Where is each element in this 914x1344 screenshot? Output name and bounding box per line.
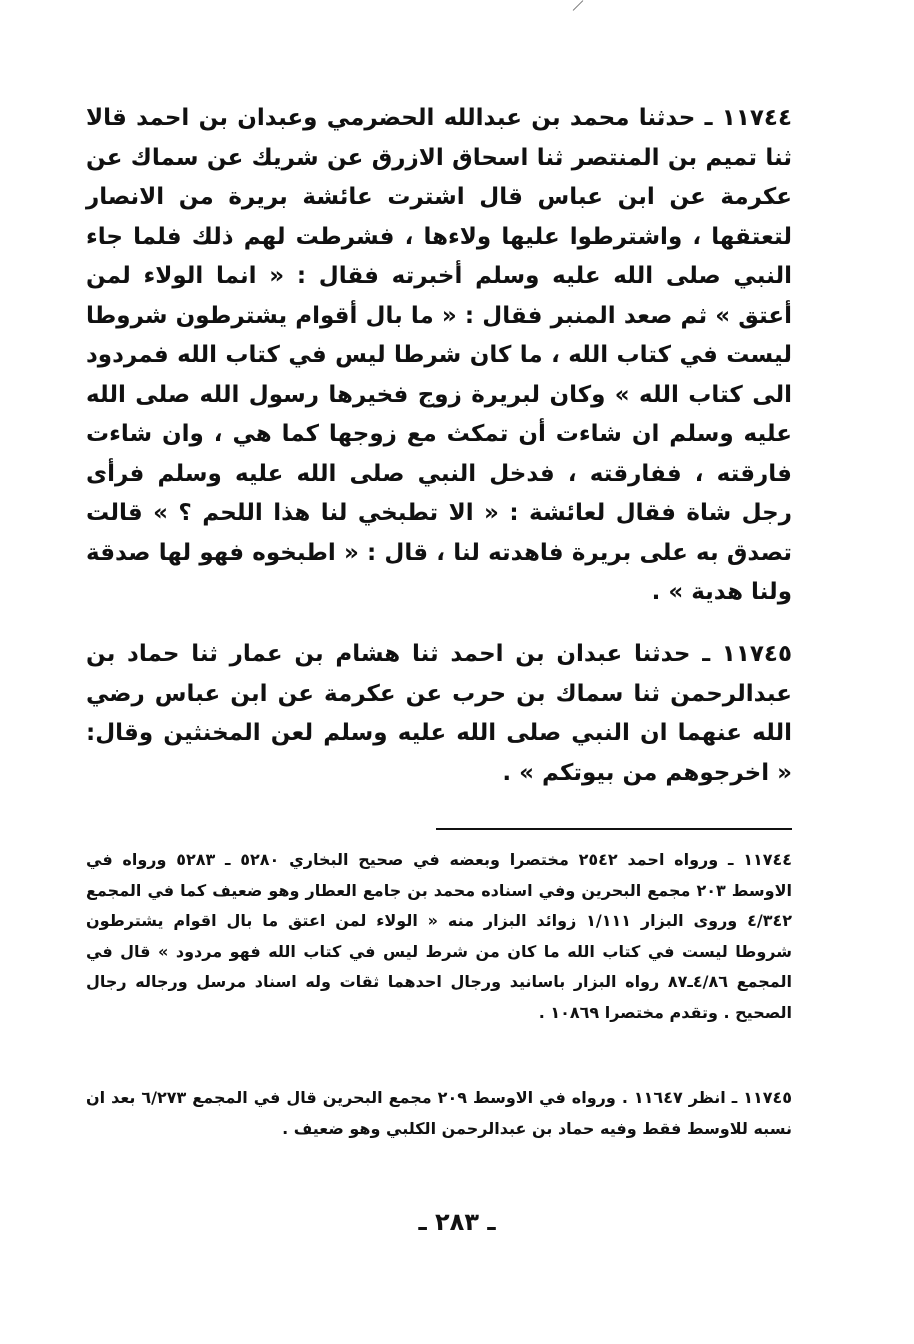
- footnote-text: ١١٧٤٥ ـ انظر ١١٦٤٧ . ورواه في الاوسط ٢٠٩ مجمع البحرين قال في المجمع ٦/٢٧٣ بعد ان نسبه للاوسط فقط وفيه حماد بن عبدالرحمن الكلبي وهو ضعيف .: [86, 1088, 793, 1138]
- hadith-text: ١١٧٤٤ ـ حدثنا محمد بن عبدالله الحضرمي وعبدان بن احمد قالا ثنا تميم بن المنتصر ثنا اسحاق الازرق عن شريك عن سماك عن عكرمة عن ابن عباس قال اشترت عائشة بريرة من الانصار لتعتقها ، واشترطوا عليها ولاءها ، فشرطت لهم ذلك فلما جاء النبي صلى الله عليه وسلم أخبرته فقال : « انما الولاء لمن أعتق » ثم صعد المنبر فقال : « ما بال أقوام يشترطون شروطا ليست في كتاب الله ، ما كان شرطا ليس في كتاب الله فمردود الى كتاب الله » وكان لبريرة زوج فخيرها رسول الله صلى الله عليه وسلم ان شاءت أن تمكث مع زوجها كما هي ، وان شاءت فارقته ، ففارقته ، فدخل النبي صلى الله عليه وسلم فرأى رجل شاة فقال لعائشة : « الا تطبخي لنا هذا اللحم ؟ » قالت تصدق به على بريرة فاهدته لنا ، قال : « اطبخوه فهو لها صدقة ولنا هدية » .: [86, 105, 792, 605]
- hadith-paragraph: [86, 99, 792, 613]
- footnote: [86, 845, 792, 1028]
- hadith-paragraph: [86, 635, 792, 793]
- page-number: ـ ٢٨٣ ـ: [418, 1208, 496, 1236]
- hadith-text: ١١٧٤٥ ـ حدثنا عبدان بن احمد ثنا هشام بن عمار ثنا حماد بن عبدالرحمن ثنا سماك بن حرب عن عكرمة عن ابن عباس رضي الله عنهما ان النبي صلى الله عليه وسلم لعن المخنثين وقال: « اخرجوهم من بيوتكم » .: [86, 641, 792, 786]
- scan-mark: [573, 0, 584, 11]
- footnote-text: ١١٧٤٤ ـ ورواه احمد ٢٥٤٢ مختصرا وبعضه في صحيح البخاري ٥٢٨٠ ـ ٥٢٨٣ ورواه في الاوسط ٢٠٣ مجمع البحرين وفي اسناده محمد بن جامع العطار وهو ضعيف كما في المجمع ٤/٣٤٢ وروى البزار ١/١١١ زوائد البزار منه « الولاء لمن اعتق ما بال اقوام يشترطون شروطا ليست في كتاب الله ما كان من شرط ليس في كتاب الله فهو مردود » قال في المجمع ٤/٨٦ـ٨٧ رواه البزار باسانيد ورجال احدهما ثقات وله اسناد مرسل ورجاله رجال الصحيح . وتقدم مختصرا ١٠٨٦٩ .: [86, 850, 793, 1022]
- footnote-divider: [436, 828, 792, 830]
- footnote: [86, 1083, 792, 1144]
